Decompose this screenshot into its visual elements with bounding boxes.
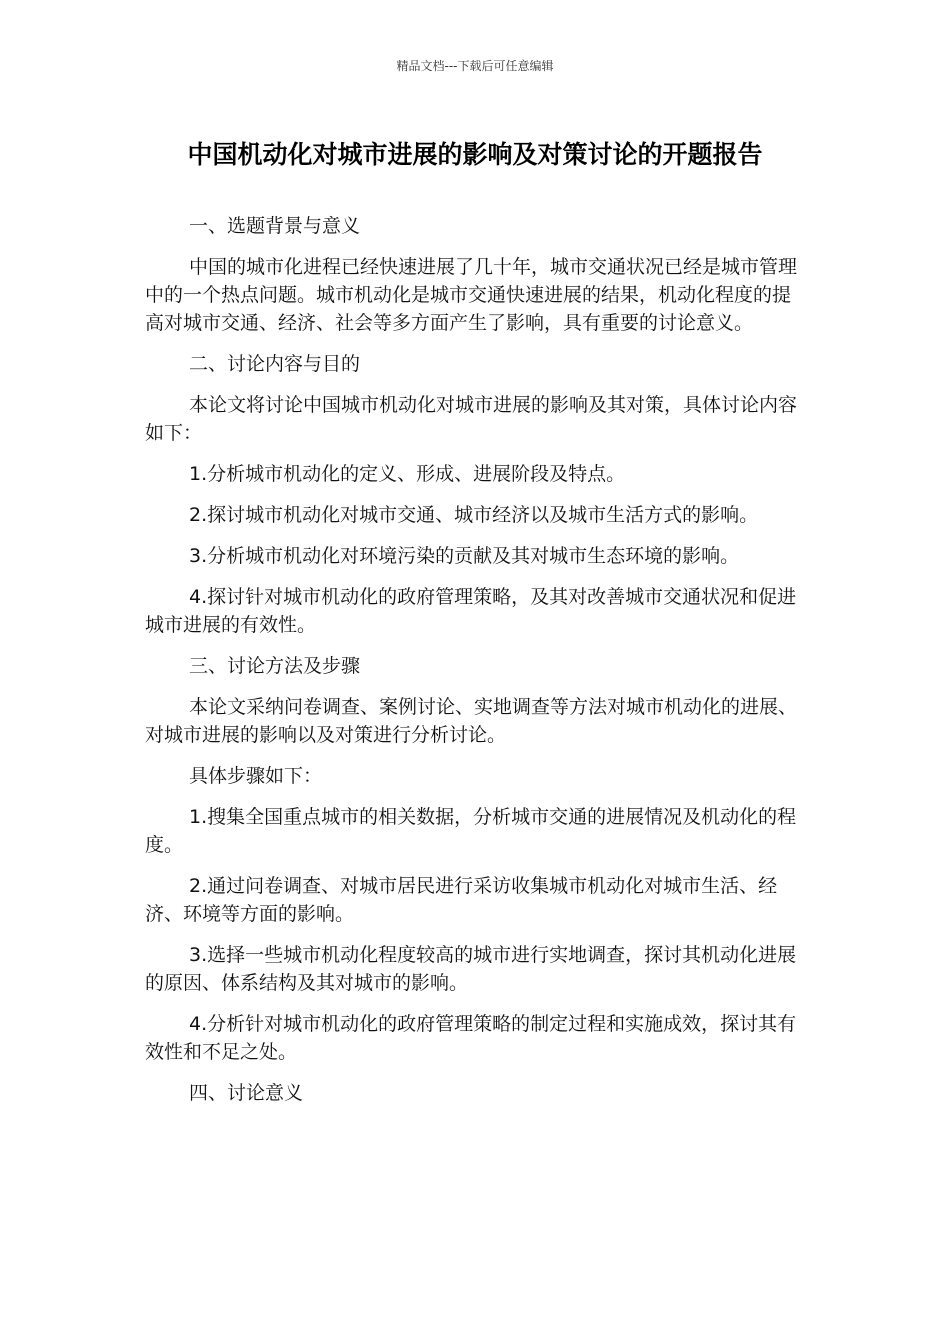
list-item: 1.搜集全国重点城市的相关数据，分析城市交通的进展情况及机动化的程度。 [145,806,797,856]
paragraph: 具体步骤如下： [189,765,323,787]
list-item: 3.选择一些城市机动化程度较高的城市进行实地调查，探讨其机动化进展的原因、体系结构及其对城市的影响。 [145,944,797,994]
section-heading: 三、讨论方法及步骤 [189,655,361,677]
paragraph: 中国的城市化进程已经快速进展了几十年，城市交通状况已经是城市管理中的一个热点问题。城市机动化是城市交通快速进展的结果，机动化程度的提高对城市交通、经济、社会等多方面产生了影响，具有重要的讨论意义。 [145,256,798,334]
header-note: 精品文档---下载后可任意编辑 [396,59,554,73]
list-item: 1.分析城市机动化的定义、形成、进展阶段及特点。 [189,463,626,485]
paragraph: 本论文采纳问卷调查、案例讨论、实地调查等方法对城市机动化的进展、对城市进展的影响以及对策进行分析讨论。 [145,696,798,746]
paragraph: 本论文将讨论中国城市机动化对城市进展的影响及其对策，具体讨论内容如下： [145,394,798,444]
section-heading: 二、讨论内容与目的 [189,353,361,375]
list-item: 2.探讨城市机动化对城市交通、城市经济以及城市生活方式的影响。 [189,504,759,526]
list-item: 4.分析针对城市机动化的政府管理策略的制定过程和实施成效，探讨其有效性和不足之处。 [145,1013,797,1063]
list-item: 4.探讨针对城市机动化的政府管理策略，及其对改善城市交通状况和促进城市进展的有效性。 [145,586,797,636]
list-item: 3.分析城市机动化对环境污染的贡献及其对城市生态环境的影响。 [189,545,740,567]
document-title: 中国机动化对城市进展的影响及对策讨论的开题报告 [187,140,763,169]
list-item: 2.通过问卷调查、对城市居民进行采访收集城市机动化对城市生活、经济、环境等方面的影响。 [145,875,778,925]
document-body [145,212,807,1120]
section-heading: 一、选题背景与意义 [189,215,361,237]
section-heading: 四、讨论意义 [189,1082,304,1104]
